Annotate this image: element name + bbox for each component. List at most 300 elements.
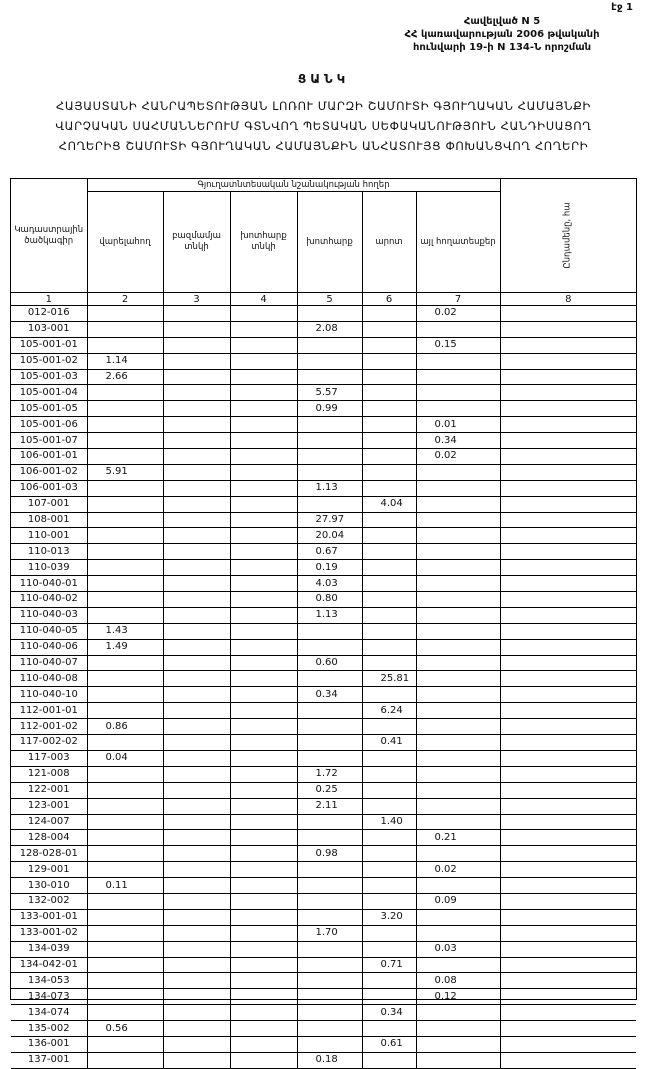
cell-hayfield-plantings (230, 893, 297, 909)
cell-arable (87, 703, 163, 719)
cell-hayfield: 0.98 (297, 846, 362, 862)
cell-hayfield-plantings (230, 592, 297, 608)
cell-pasture (362, 607, 416, 623)
cell-hayfield (297, 830, 362, 846)
cell-total (500, 306, 636, 322)
cell-total (500, 766, 636, 782)
cell-total (500, 989, 636, 1005)
cell-arable: 1.43 (87, 623, 163, 639)
cell-cadastral-code: 105-001-05 (11, 401, 87, 417)
cell-hayfield-plantings (230, 607, 297, 623)
cell-other-lands (416, 401, 500, 417)
table-row (11, 560, 636, 576)
cell-cadastral-code: 105-001-01 (11, 337, 87, 353)
cell-pasture (362, 306, 416, 322)
cell-arable: 0.11 (87, 878, 163, 894)
cell-arable (87, 528, 163, 544)
cell-other-lands: 0.12 (416, 989, 500, 1005)
cell-cadastral-code: 105-001-02 (11, 353, 87, 369)
cell-cadastral-code: 103-001 (11, 321, 87, 337)
cell-perennial (163, 592, 230, 608)
cell-hayfield (297, 973, 362, 989)
cell-pasture (362, 830, 416, 846)
cell-perennial (163, 735, 230, 751)
cell-total (500, 735, 636, 751)
cell-total (500, 846, 636, 862)
cell-other-lands (416, 655, 500, 671)
cell-other-lands (416, 607, 500, 623)
cell-pasture: 1.40 (362, 814, 416, 830)
cell-perennial (163, 1036, 230, 1052)
cell-hayfield-plantings (230, 909, 297, 925)
table-row (11, 1005, 636, 1021)
cell-perennial (163, 989, 230, 1005)
table-row (11, 306, 636, 322)
cell-other-lands: 0.09 (416, 893, 500, 909)
cell-hayfield-plantings (230, 417, 297, 433)
cell-hayfield: 4.03 (297, 576, 362, 592)
table-row (11, 909, 636, 925)
header-pasture: արոտ (362, 192, 416, 293)
cell-hayfield-plantings (230, 766, 297, 782)
cell-arable (87, 512, 163, 528)
cell-cadastral-code: 112-001-02 (11, 719, 87, 735)
cell-perennial (163, 449, 230, 465)
cell-arable (87, 925, 163, 941)
cell-hayfield-plantings (230, 353, 297, 369)
cell-total (500, 814, 636, 830)
header-hayfield-plantings: խոտհարք տնկի (230, 192, 297, 293)
cell-hayfield (297, 623, 362, 639)
cell-total (500, 862, 636, 878)
cell-arable (87, 449, 163, 465)
cell-perennial (163, 385, 230, 401)
column-number: 8 (500, 293, 636, 306)
cell-other-lands (416, 878, 500, 894)
cell-perennial (163, 639, 230, 655)
cell-perennial (163, 703, 230, 719)
cell-hayfield-plantings (230, 750, 297, 766)
cell-other-lands (416, 703, 500, 719)
cell-cadastral-code: 106-001-01 (11, 449, 87, 465)
cell-pasture (362, 687, 416, 703)
cell-pasture (362, 925, 416, 941)
cell-total (500, 449, 636, 465)
cell-other-lands (416, 1036, 500, 1052)
cell-arable (87, 846, 163, 862)
cell-hayfield-plantings (230, 703, 297, 719)
cell-hayfield (297, 639, 362, 655)
cell-cadastral-code: 110-040-08 (11, 671, 87, 687)
cell-arable (87, 401, 163, 417)
cell-total (500, 639, 636, 655)
cell-other-lands (416, 623, 500, 639)
cell-total (500, 798, 636, 814)
cell-other-lands (416, 1052, 500, 1068)
cell-other-lands (416, 782, 500, 798)
cell-pasture (362, 576, 416, 592)
cell-perennial (163, 719, 230, 735)
cell-total (500, 401, 636, 417)
annex-line-2: ՀՀ կառավարության 2006 թվականի (404, 29, 600, 40)
cell-pasture (362, 321, 416, 337)
cell-hayfield: 0.80 (297, 592, 362, 608)
cell-arable (87, 592, 163, 608)
cell-cadastral-code: 112-001-01 (11, 703, 87, 719)
cell-perennial (163, 798, 230, 814)
cell-arable (87, 560, 163, 576)
cell-total (500, 957, 636, 973)
cell-cadastral-code: 117-002-02 (11, 735, 87, 751)
cell-total (500, 480, 636, 496)
cell-hayfield: 20.04 (297, 528, 362, 544)
cell-arable (87, 337, 163, 353)
cell-cadastral-code: 122-001 (11, 782, 87, 798)
cell-cadastral-code: 137-001 (11, 1052, 87, 1068)
header-total-label: Ընդամենը, հա (562, 202, 573, 269)
cell-pasture (362, 846, 416, 862)
cell-cadastral-code: 110-001 (11, 528, 87, 544)
table-row (11, 766, 636, 782)
cell-total (500, 607, 636, 623)
table-row (11, 639, 636, 655)
cell-hayfield: 5.57 (297, 385, 362, 401)
cell-perennial (163, 862, 230, 878)
cell-arable (87, 766, 163, 782)
cell-pasture: 3.20 (362, 909, 416, 925)
cell-cadastral-code: 133-001-01 (11, 909, 87, 925)
table-row (11, 369, 636, 385)
cell-perennial (163, 433, 230, 449)
cell-hayfield: 2.11 (297, 798, 362, 814)
cell-arable (87, 909, 163, 925)
table-row (11, 862, 636, 878)
table-row (11, 623, 636, 639)
cell-other-lands (416, 909, 500, 925)
cell-perennial (163, 846, 230, 862)
cell-perennial (163, 957, 230, 973)
cell-pasture (362, 750, 416, 766)
cell-arable (87, 544, 163, 560)
cell-pasture (362, 973, 416, 989)
table-row (11, 576, 636, 592)
cell-hayfield-plantings (230, 687, 297, 703)
cell-perennial (163, 750, 230, 766)
cell-total (500, 385, 636, 401)
cell-total (500, 464, 636, 480)
table-row (11, 989, 636, 1005)
table-row (11, 655, 636, 671)
column-number: 2 (87, 293, 163, 306)
cell-hayfield: 27.97 (297, 512, 362, 528)
table-row (11, 417, 636, 433)
cell-pasture: 25.81 (362, 671, 416, 687)
cell-arable (87, 480, 163, 496)
table-row (11, 592, 636, 608)
cell-hayfield-plantings (230, 1036, 297, 1052)
cell-arable (87, 782, 163, 798)
cell-hayfield (297, 496, 362, 512)
cell-pasture (362, 1021, 416, 1037)
table-row (11, 480, 636, 496)
cell-arable (87, 671, 163, 687)
cell-arable (87, 306, 163, 322)
cell-hayfield-plantings (230, 671, 297, 687)
header-total (500, 179, 636, 293)
cell-pasture (362, 480, 416, 496)
cell-total (500, 655, 636, 671)
header-arable: վարելահող (87, 192, 163, 293)
table-row (11, 687, 636, 703)
header-hayfield: խոտհարք (297, 192, 362, 293)
cell-hayfield (297, 464, 362, 480)
cell-cadastral-code: 128-028-01 (11, 846, 87, 862)
cell-perennial (163, 893, 230, 909)
cell-pasture (362, 766, 416, 782)
cell-hayfield-plantings (230, 321, 297, 337)
cell-pasture (362, 878, 416, 894)
cell-hayfield (297, 735, 362, 751)
cell-total (500, 909, 636, 925)
cell-cadastral-code: 110-040-07 (11, 655, 87, 671)
cell-hayfield (297, 417, 362, 433)
cell-hayfield-plantings (230, 449, 297, 465)
cell-cadastral-code: 110-040-03 (11, 607, 87, 623)
cell-other-lands (416, 353, 500, 369)
cell-other-lands (416, 750, 500, 766)
cell-other-lands: 0.01 (416, 417, 500, 433)
cell-hayfield (297, 306, 362, 322)
cell-total (500, 941, 636, 957)
cell-arable: 0.56 (87, 1021, 163, 1037)
cell-arable (87, 1036, 163, 1052)
cell-perennial (163, 766, 230, 782)
cell-pasture (362, 337, 416, 353)
annex-header (392, 15, 612, 54)
cell-total (500, 353, 636, 369)
cell-pasture (362, 798, 416, 814)
header-agricultural-land: Գյուղատնտեսական նշանակության հողեր (87, 179, 500, 192)
table-row (11, 496, 636, 512)
cell-perennial (163, 544, 230, 560)
cell-arable (87, 687, 163, 703)
table-row (11, 337, 636, 353)
cell-cadastral-code: 110-040-05 (11, 623, 87, 639)
cell-hayfield (297, 337, 362, 353)
table-row (11, 671, 636, 687)
cell-hayfield-plantings (230, 941, 297, 957)
cell-cadastral-code: 136-001 (11, 1036, 87, 1052)
cell-other-lands (416, 464, 500, 480)
cell-pasture (362, 941, 416, 957)
cell-hayfield-plantings (230, 576, 297, 592)
cell-total (500, 1005, 636, 1021)
cell-pasture: 0.61 (362, 1036, 416, 1052)
table-row (11, 735, 636, 751)
cell-total (500, 1052, 636, 1068)
cell-other-lands (416, 512, 500, 528)
cell-hayfield (297, 719, 362, 735)
cell-perennial (163, 623, 230, 639)
cell-hayfield-plantings (230, 464, 297, 480)
cell-hayfield (297, 909, 362, 925)
cell-total (500, 893, 636, 909)
cell-other-lands (416, 814, 500, 830)
cell-cadastral-code: 110-039 (11, 560, 87, 576)
cell-pasture (362, 544, 416, 560)
cell-cadastral-code: 135-002 (11, 1021, 87, 1037)
cell-pasture (362, 528, 416, 544)
table-row (11, 433, 636, 449)
cell-pasture (362, 782, 416, 798)
cell-other-lands (416, 496, 500, 512)
cell-other-lands (416, 321, 500, 337)
cell-cadastral-code: 133-001-02 (11, 925, 87, 941)
cell-arable (87, 607, 163, 623)
cell-hayfield-plantings (230, 862, 297, 878)
table-row (11, 528, 636, 544)
table-row (11, 464, 636, 480)
cell-total (500, 369, 636, 385)
cell-pasture (362, 639, 416, 655)
cell-hayfield-plantings (230, 957, 297, 973)
cell-pasture (362, 401, 416, 417)
cell-cadastral-code: 110-040-02 (11, 592, 87, 608)
cell-hayfield-plantings (230, 846, 297, 862)
cell-pasture (362, 464, 416, 480)
cell-perennial (163, 337, 230, 353)
cell-hayfield-plantings (230, 1052, 297, 1068)
cell-cadastral-code: 106-001-02 (11, 464, 87, 480)
cell-perennial (163, 528, 230, 544)
cell-arable: 1.49 (87, 639, 163, 655)
cell-other-lands: 0.02 (416, 862, 500, 878)
cell-arable (87, 862, 163, 878)
cell-other-lands: 0.02 (416, 306, 500, 322)
cell-hayfield: 1.72 (297, 766, 362, 782)
cell-perennial (163, 814, 230, 830)
table-row (11, 893, 636, 909)
cell-other-lands (416, 480, 500, 496)
cell-pasture (362, 369, 416, 385)
cell-hayfield: 2.08 (297, 321, 362, 337)
cell-other-lands (416, 544, 500, 560)
cell-hayfield-plantings (230, 830, 297, 846)
cell-total (500, 592, 636, 608)
cell-total (500, 1021, 636, 1037)
cell-other-lands (416, 369, 500, 385)
cell-arable: 1.14 (87, 353, 163, 369)
cell-total (500, 671, 636, 687)
cell-hayfield: 0.18 (297, 1052, 362, 1068)
table-row (11, 607, 636, 623)
cell-cadastral-code: 106-001-03 (11, 480, 87, 496)
cell-hayfield-plantings (230, 337, 297, 353)
cell-total (500, 719, 636, 735)
annex-line-3: հունվարի 19-ի N 134-Ն որոշման (412, 42, 592, 53)
table-row (11, 750, 636, 766)
cell-cadastral-code: 134-042-01 (11, 957, 87, 973)
cell-total (500, 623, 636, 639)
cell-hayfield-plantings (230, 639, 297, 655)
cell-cadastral-code: 129-001 (11, 862, 87, 878)
cell-hayfield-plantings (230, 719, 297, 735)
land-table (11, 179, 636, 1069)
cell-hayfield (297, 703, 362, 719)
column-number: 5 (297, 293, 362, 306)
cell-total (500, 512, 636, 528)
cell-hayfield-plantings (230, 655, 297, 671)
cell-other-lands (416, 719, 500, 735)
table-row (11, 878, 636, 894)
cell-cadastral-code: 105-001-04 (11, 385, 87, 401)
cell-hayfield-plantings (230, 496, 297, 512)
cell-hayfield-plantings (230, 1021, 297, 1037)
cell-cadastral-code: 134-053 (11, 973, 87, 989)
header-cadastral-code: Կադաստրային ծածկագիր (11, 179, 87, 293)
cell-arable: 0.86 (87, 719, 163, 735)
cell-total (500, 925, 636, 941)
document-title-line-2: ՎԱՐՉԱԿԱՆ ՍԱՀՄԱՆՆԵՐՈՒՄ ԳՏՆՎՈՂ ՊԵՏԱԿԱՆ ՍԵՓԱԿԱՆՈՒԹՅՈՒՆ ՀԱՆԴԻՍԱՑՈՂ (55, 119, 592, 133)
cell-pasture (362, 1052, 416, 1068)
cell-perennial (163, 830, 230, 846)
cell-other-lands: 0.08 (416, 973, 500, 989)
cell-pasture (362, 433, 416, 449)
cell-total (500, 703, 636, 719)
cell-hayfield-plantings (230, 480, 297, 496)
cell-pasture (362, 449, 416, 465)
cell-hayfield-plantings (230, 306, 297, 322)
cell-arable (87, 433, 163, 449)
cell-cadastral-code: 130-010 (11, 878, 87, 894)
cell-hayfield (297, 353, 362, 369)
cell-hayfield-plantings (230, 925, 297, 941)
table-row (11, 703, 636, 719)
table-row (11, 925, 636, 941)
cell-pasture (362, 893, 416, 909)
cell-hayfield: 1.13 (297, 480, 362, 496)
cell-arable (87, 830, 163, 846)
table-row (11, 1052, 636, 1068)
table-row (11, 719, 636, 735)
cell-pasture: 0.34 (362, 1005, 416, 1021)
document-title-line-1: ՀԱՅԱՍՏԱՆԻ ՀԱՆՐԱՊԵՏՈՒԹՅԱՆ ԼՈՌՈՒ ՄԱՐԶԻ ՇԱՄՈՒՏԻ ԳՅՈՒՂԱԿԱՆ ՀԱՄԱՅՆՔԻ (56, 99, 591, 113)
cell-perennial (163, 576, 230, 592)
cell-cadastral-code: 121-008 (11, 766, 87, 782)
cell-other-lands: 0.02 (416, 449, 500, 465)
table-row (11, 401, 636, 417)
land-table-frame (10, 178, 637, 1066)
header-perennial: բազմամյա տնկի (163, 192, 230, 293)
cell-perennial (163, 909, 230, 925)
cell-total (500, 496, 636, 512)
table-row (11, 544, 636, 560)
cell-hayfield (297, 893, 362, 909)
cell-cadastral-code: 134-039 (11, 941, 87, 957)
cell-hayfield-plantings (230, 1005, 297, 1021)
cell-hayfield (297, 941, 362, 957)
cell-other-lands: 0.03 (416, 941, 500, 957)
cell-perennial (163, 512, 230, 528)
cell-hayfield: 0.19 (297, 560, 362, 576)
cell-total (500, 433, 636, 449)
cell-total (500, 878, 636, 894)
table-row (11, 1021, 636, 1037)
cell-perennial (163, 878, 230, 894)
cell-total (500, 1036, 636, 1052)
cell-hayfield-plantings (230, 623, 297, 639)
cell-pasture (362, 560, 416, 576)
